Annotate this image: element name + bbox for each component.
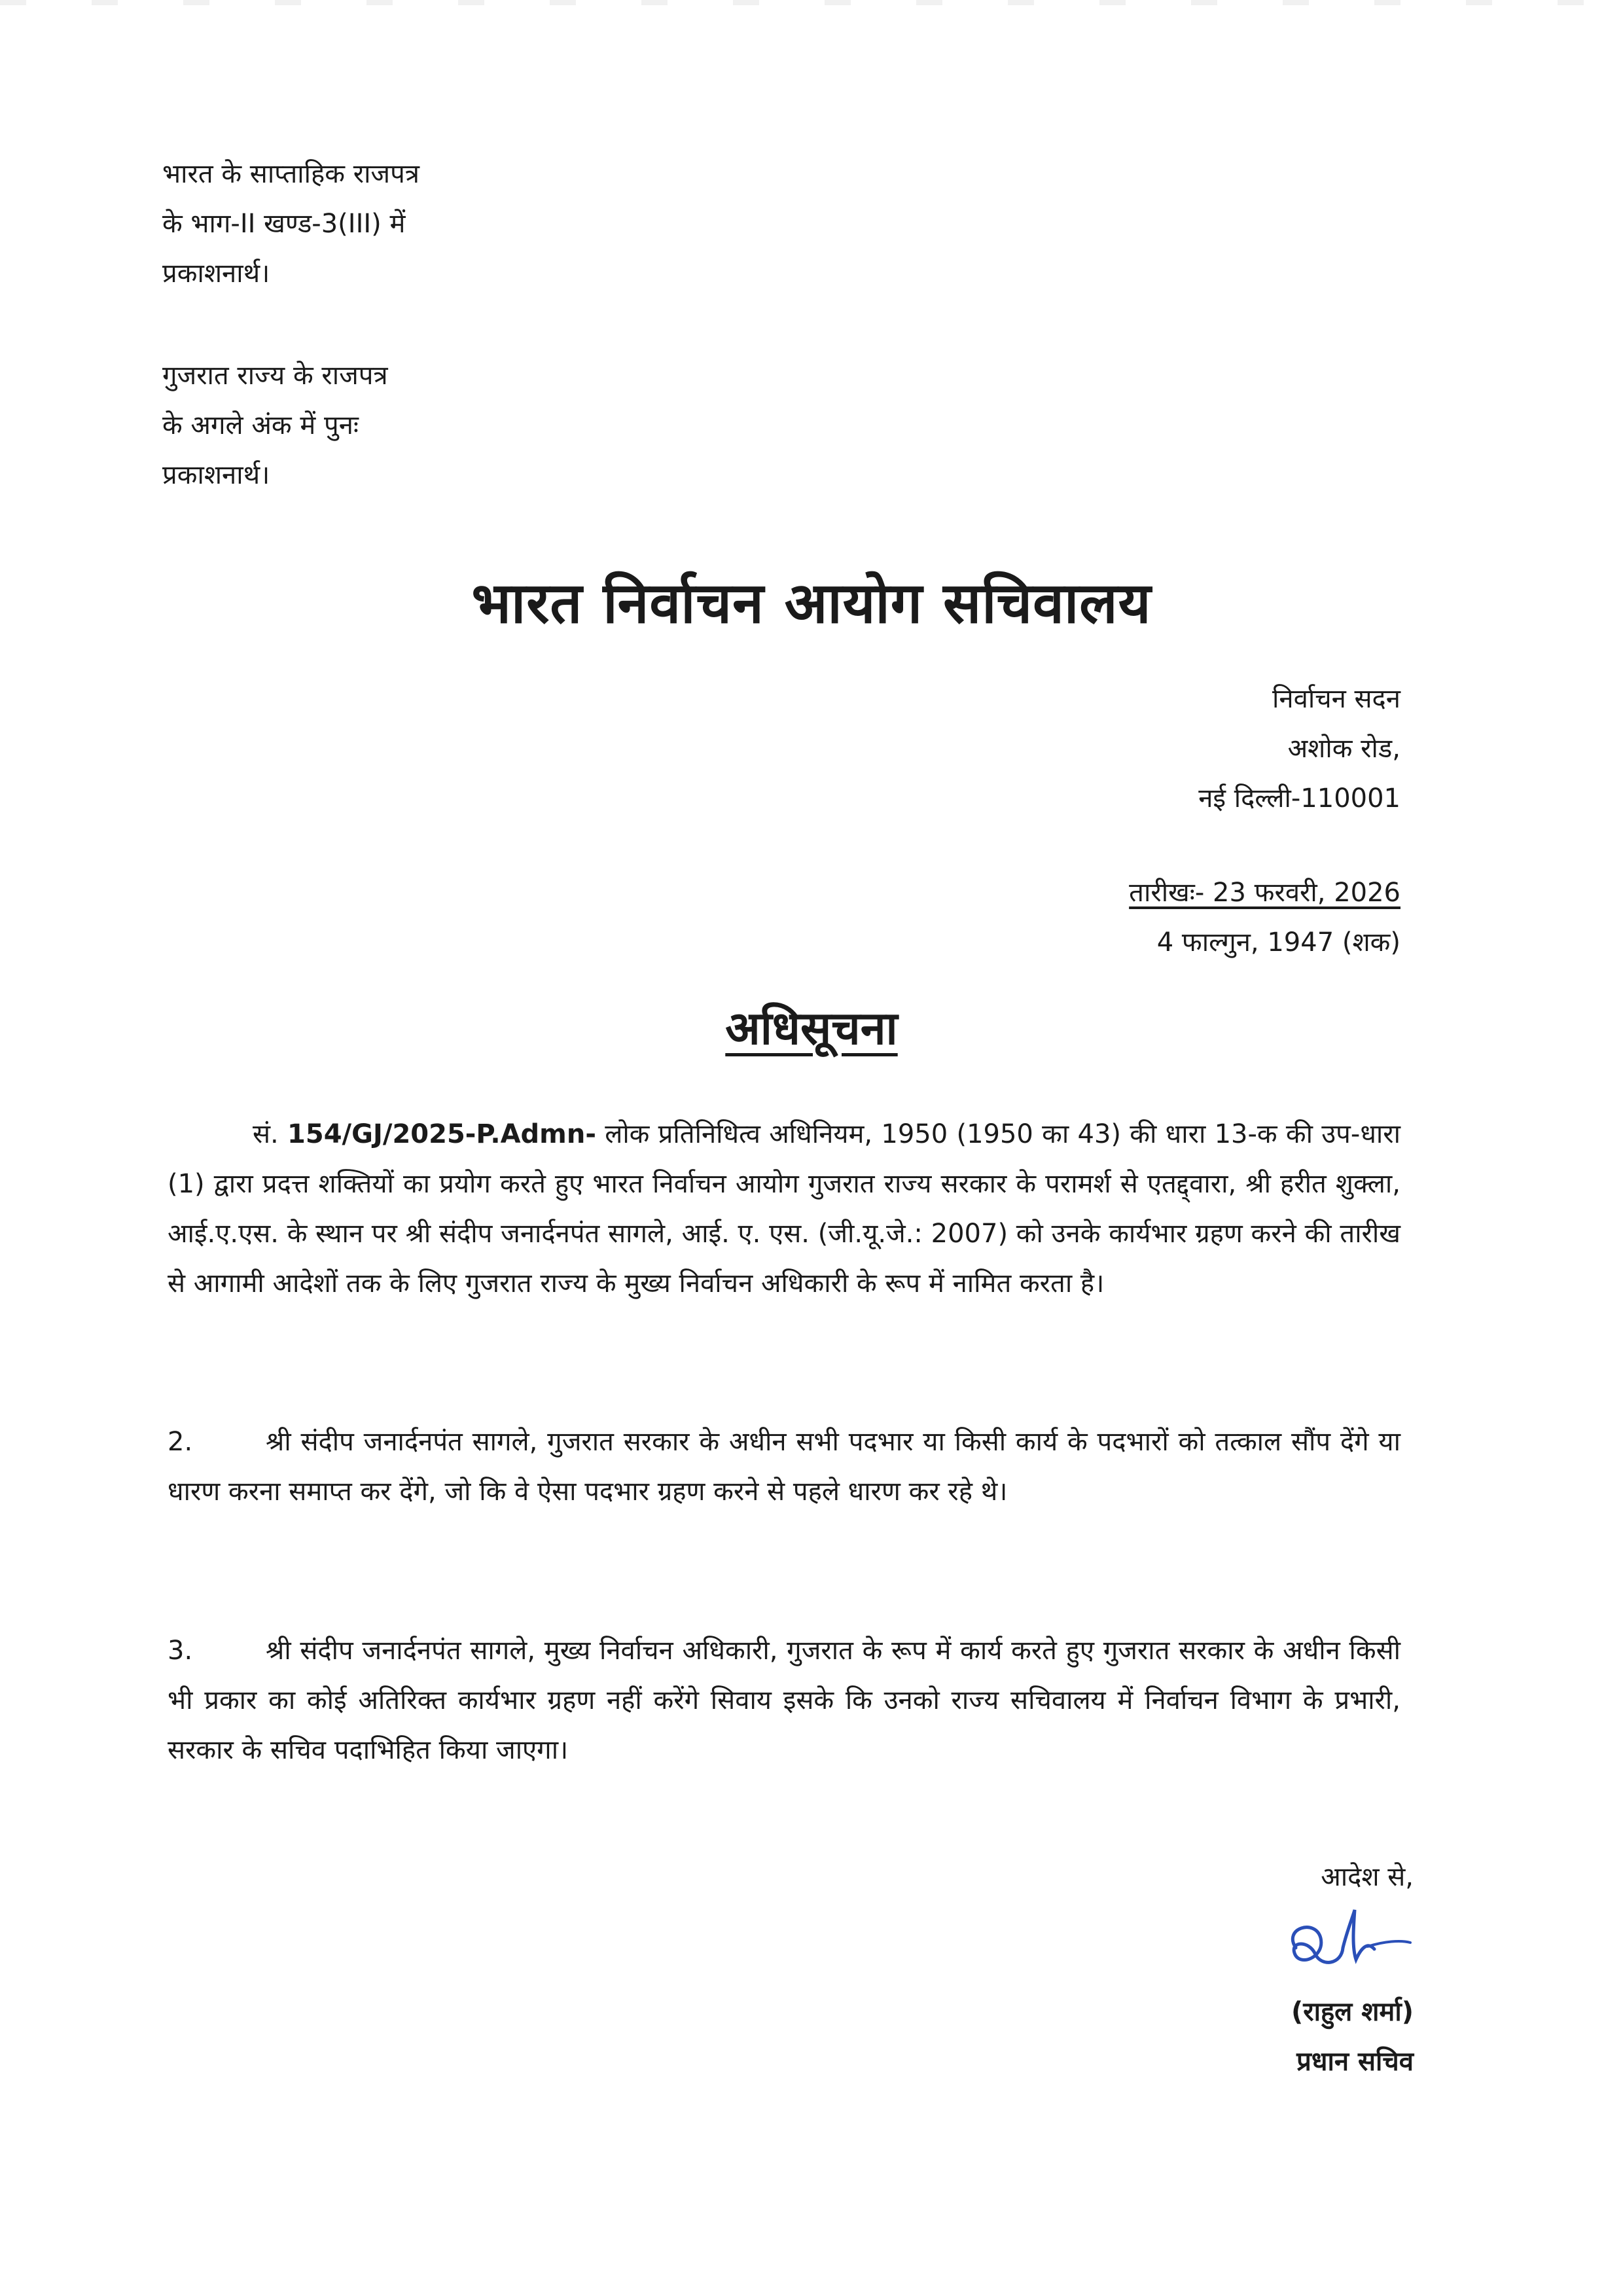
page-title: भारत निर्वाचन आयोग सचिवालय [471, 571, 1152, 636]
gazette-india-line: के भाग-II खण्ड-3(III) में [162, 209, 406, 239]
office-address [1198, 674, 1400, 823]
gazette-india-line: प्रकाशनार्थ। [162, 259, 270, 289]
notification-title: अधिसूचना [725, 1001, 898, 1055]
paragraph-3-text: श्री संदीप जनार्दनपंत सागले, मुख्य निर्वाचन अधिकारी, गुजरात के रूप में कार्य करते हुए गुजरात सरकार के अधीन किसी भी प्रकार का कोई अतिरिक्त कार्यभार ग्रहण नहीं करेंगे सिवाय इसके कि उनको राज्य सचिवालय में निर्वाचन विभाग के प्रभारी, सरकार के सचिव पदाभिहित किया जाएगा। [168, 1636, 1400, 1765]
paragraph-2 [168, 1417, 1400, 1516]
signatory-designation: प्रधान सचिव [1296, 2047, 1414, 2077]
gazette-india-line: भारत के साप्ताहिक राजपत्र [162, 159, 419, 189]
handwritten-signature [1270, 1902, 1414, 1987]
gazette-india-note [162, 149, 419, 298]
date-block [1129, 868, 1400, 967]
paragraph-3 [168, 1626, 1400, 1775]
paragraph-number: 3. [168, 1636, 193, 1666]
scan-edge-artifact [0, 0, 1623, 5]
reference-prefix: सं. [253, 1119, 279, 1149]
gazette-gujarat-line: प्रकाशनार्थ। [162, 460, 270, 490]
gazette-gujarat-note [162, 351, 388, 500]
address-line: निर्वाचन सदन [1272, 684, 1400, 714]
gazette-gujarat-line: के अगले अंक में पुनः [162, 410, 359, 440]
paragraph-number: 2. [168, 1427, 193, 1457]
saka-date: 4 फाल्गुन, 1947 (शक) [1156, 927, 1400, 958]
paragraph-1-text: लोक प्रतिनिधित्व अधिनियम, 1950 (1950 का 43) की धारा 13-क की उप-धारा (1) द्वारा प्रदत्त शक्तियों का प्रयोग करते हुए भारत निर्वाचन आयोग गुजरात राज्य सरकार के परामर्श से एतद्द्वारा, श्री हरीत शुक्ला, आई.ए.एस. के स्थान पर श्री संदीप जनार्दनपंत सागले, आई. ए. एस. (जी.यू.जे.: 2007) को उनके कार्यभार ग्रहण करने की तारीख से आगामी आदेशों तक के लिए गुजरात राज्य के मुख्य निर्वाचन अधिकारी के रूप में नामित करता है। [168, 1119, 1401, 1299]
address-line: नई दिल्ली-110001 [1198, 783, 1400, 814]
signatory-name: (राहुल शर्मा) [1291, 1997, 1414, 2027]
reference-number: 154/GJ/2025-P.Admn- [287, 1119, 596, 1149]
gazette-gujarat-line: गुजरात राज्य के राजपत्र [162, 361, 388, 391]
paragraph-2-text: श्री संदीप जनार्दनपंत सागले, गुजरात सरकार के अधीन सभी पदभार या किसी कार्य के पदभारों को तत्काल सौंप देंगे या धारण करना समाप्त कर देंगे, जो कि वे ऐसा पदभार ग्रहण करने से पहले धारण कर रहे थे। [168, 1427, 1400, 1507]
by-order-label: आदेश से, [1321, 1862, 1414, 1892]
paragraph-1 [168, 1109, 1400, 1308]
address-line: अशोक रोड, [1287, 734, 1400, 764]
signature-block [1270, 1852, 1414, 2087]
gregorian-date: तारीखः- 23 फरवरी, 2026 [1129, 878, 1400, 908]
